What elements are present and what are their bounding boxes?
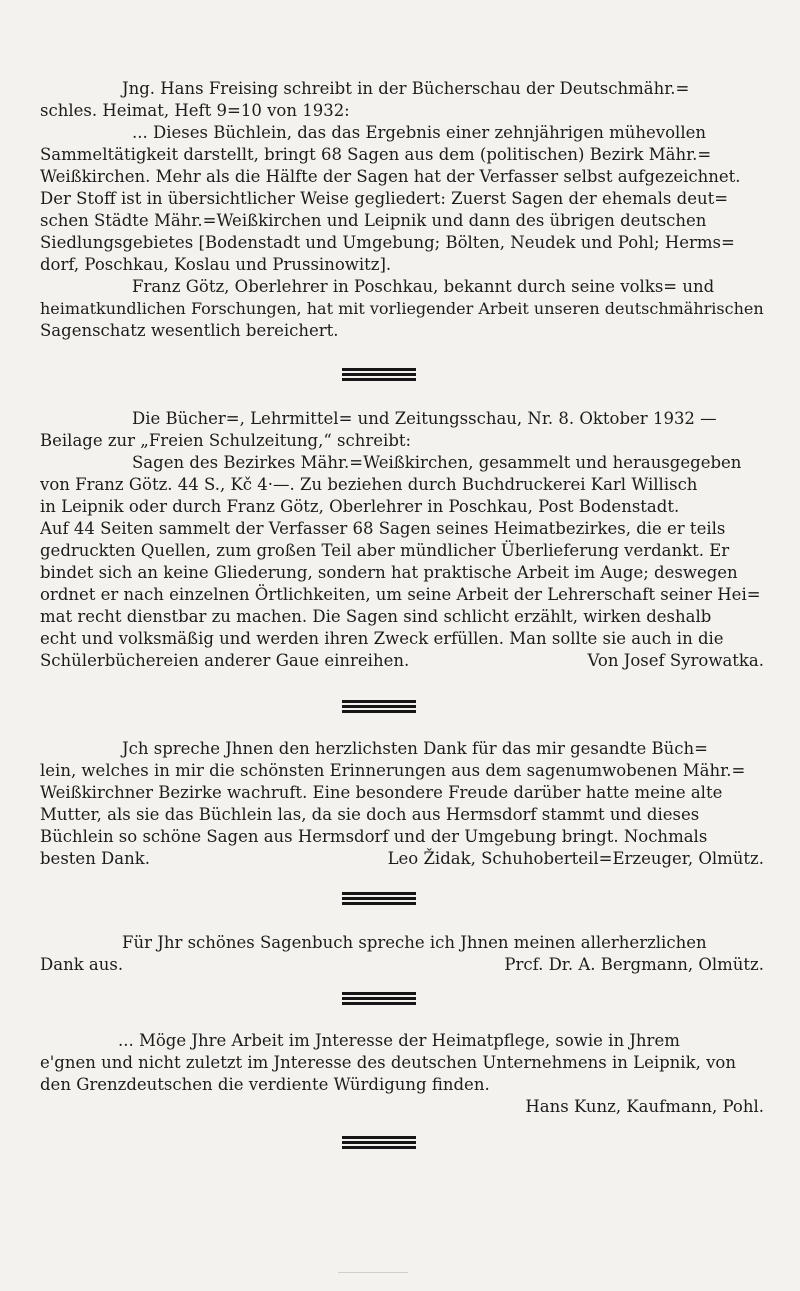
text-line: echt und volksmäßig und werden ihren Zweck erfüllen. Man sollte sie auch in die	[40, 629, 724, 648]
text-line: gedruckten Quellen, zum großen Teil aber mündlicher Überlieferung verdankt. Er	[40, 541, 730, 560]
text-line: Dank aus. Prcf. Dr. A. Bergmann, Olmütz.	[40, 955, 764, 974]
signature: Leo Židak, Schuhoberteil=Erzeuger, Olmütz.	[387, 849, 764, 868]
text-line: bindet sich an keine Gliederung, sondern hat praktische Arbeit im Auge; deswegen	[40, 563, 738, 582]
text-line	[40, 1096, 764, 1118]
text-line: Büchlein so schöne Sagen aus Hermsdorf und der Umgebung bringt. Nochmals	[40, 827, 708, 846]
page-edge-mark	[338, 1272, 408, 1273]
review-freising	[40, 78, 764, 342]
text-line: ordnet er nach einzelnen Örtlichkeiten, um seine Arbeit der Lehrerschaft seiner Hei=	[40, 585, 761, 604]
text-line: ... Dieses Büchlein, das das Ergebnis einer zehnjährigen mühevollen	[132, 123, 706, 142]
text-line: Der Stoff ist in übersichtlicher Weise gegliedert: Zuerst Sagen der ehemals deut=	[40, 189, 729, 208]
review-buecherschau	[40, 408, 764, 672]
text-line: Jng. Hans Freising schreibt in der Bücherschau der Deutschmähr.=	[122, 79, 690, 98]
text-line: schles. Heimat, Heft 9=10 von 1932:	[40, 101, 350, 120]
section-divider	[342, 368, 416, 381]
text-line: schen Städte Mähr.=Weißkirchen und Leipnik und dann des übrigen deutschen	[40, 211, 707, 230]
text-line: Für Jhr schönes Sagenbuch spreche ich Jhnen meinen allerherzlichen	[122, 933, 707, 952]
letter-kunz	[40, 1030, 764, 1118]
section-divider	[342, 992, 416, 1005]
signature: Von Josef Syrowatka.	[587, 651, 764, 670]
text-line: Sagenschatz wesentlich bereichert.	[40, 321, 339, 340]
text-line: Weißkirchner Bezirke wachruft. Eine besondere Freude darüber hatte meine alte	[40, 783, 723, 802]
text-line: Beilage zur „Freien Schulzeitung,“ schreibt:	[40, 431, 412, 450]
text-line: Jch spreche Jhnen den herzlichsten Dank für das mir gesandte Büch=	[122, 739, 708, 758]
text-line: Schülerbüchereien anderer Gaue einreihen. Von Josef Syrowatka.	[40, 651, 764, 670]
text-line: Die Bücher=, Lehrmittel= und Zeitungsschau, Nr. 8. Oktober 1932 —	[132, 409, 717, 428]
text-line: Weißkirchen. Mehr als die Hälfte der Sagen hat der Verfasser selbst aufgezeichnet.	[40, 167, 741, 186]
signature: Prcf. Dr. A. Bergmann, Olmütz.	[504, 955, 764, 974]
text-line: ... Möge Jhre Arbeit im Jnteresse der Heimatpflege, sowie in Jhrem	[118, 1031, 680, 1050]
section-divider	[342, 700, 416, 713]
text-line: lein, welches in mir die schönsten Erinnerungen aus dem sagenumwobenen Mähr.=	[40, 761, 746, 780]
text-line: dorf, Poschkau, Koslau und Prussinowitz].	[40, 255, 392, 274]
text-line: von Franz Götz. 44 S., Kč 4·—. Zu beziehen durch Buchdruckerei Karl Willisch	[40, 475, 698, 494]
letter-zidak	[40, 738, 764, 870]
letter-bergmann	[40, 932, 764, 976]
section-divider	[342, 892, 416, 905]
signature: Hans Kunz, Kaufmann, Pohl.	[525, 1097, 764, 1116]
text-line: Franz Götz, Oberlehrer in Poschkau, bekannt durch seine volks= und	[132, 277, 715, 296]
text-line: in Leipnik oder durch Franz Götz, Oberlehrer in Poschkau, Post Bodenstadt.	[40, 497, 680, 516]
text-line: Mutter, als sie das Büchlein las, da sie doch aus Hermsdorf stammt und dieses	[40, 805, 700, 824]
text-line: besten Dank. Leo Židak, Schuhoberteil=Erzeuger, Olmütz.	[40, 849, 764, 868]
text-line: e'gnen und nicht zuletzt im Jnteresse des deutschen Unternehmens in Leipnik, von	[40, 1053, 736, 1072]
text-line: heimatkundlichen Forschungen, hat mit vorliegender Arbeit unseren deutschmährischen	[40, 299, 764, 318]
section-divider	[342, 1136, 416, 1149]
text-line: Sagen des Bezirkes Mähr.=Weißkirchen, gesammelt und herausgegeben	[132, 453, 742, 472]
text-line: Sammeltätigkeit darstellt, bringt 68 Sagen aus dem (politischen) Bezirk Mähr.=	[40, 145, 712, 164]
text-line: Auf 44 Seiten sammelt der Verfasser 68 Sagen seines Heimatbezirkes, die er teils	[40, 519, 726, 538]
text-line: den Grenzdeutschen die verdiente Würdigung finden.	[40, 1075, 490, 1094]
text-line: Siedlungsgebietes [Bodenstadt und Umgebung; Bölten, Neudek und Pohl; Herms=	[40, 233, 735, 252]
text-line: mat recht dienstbar zu machen. Die Sagen sind schlicht erzählt, wirken deshalb	[40, 607, 712, 626]
